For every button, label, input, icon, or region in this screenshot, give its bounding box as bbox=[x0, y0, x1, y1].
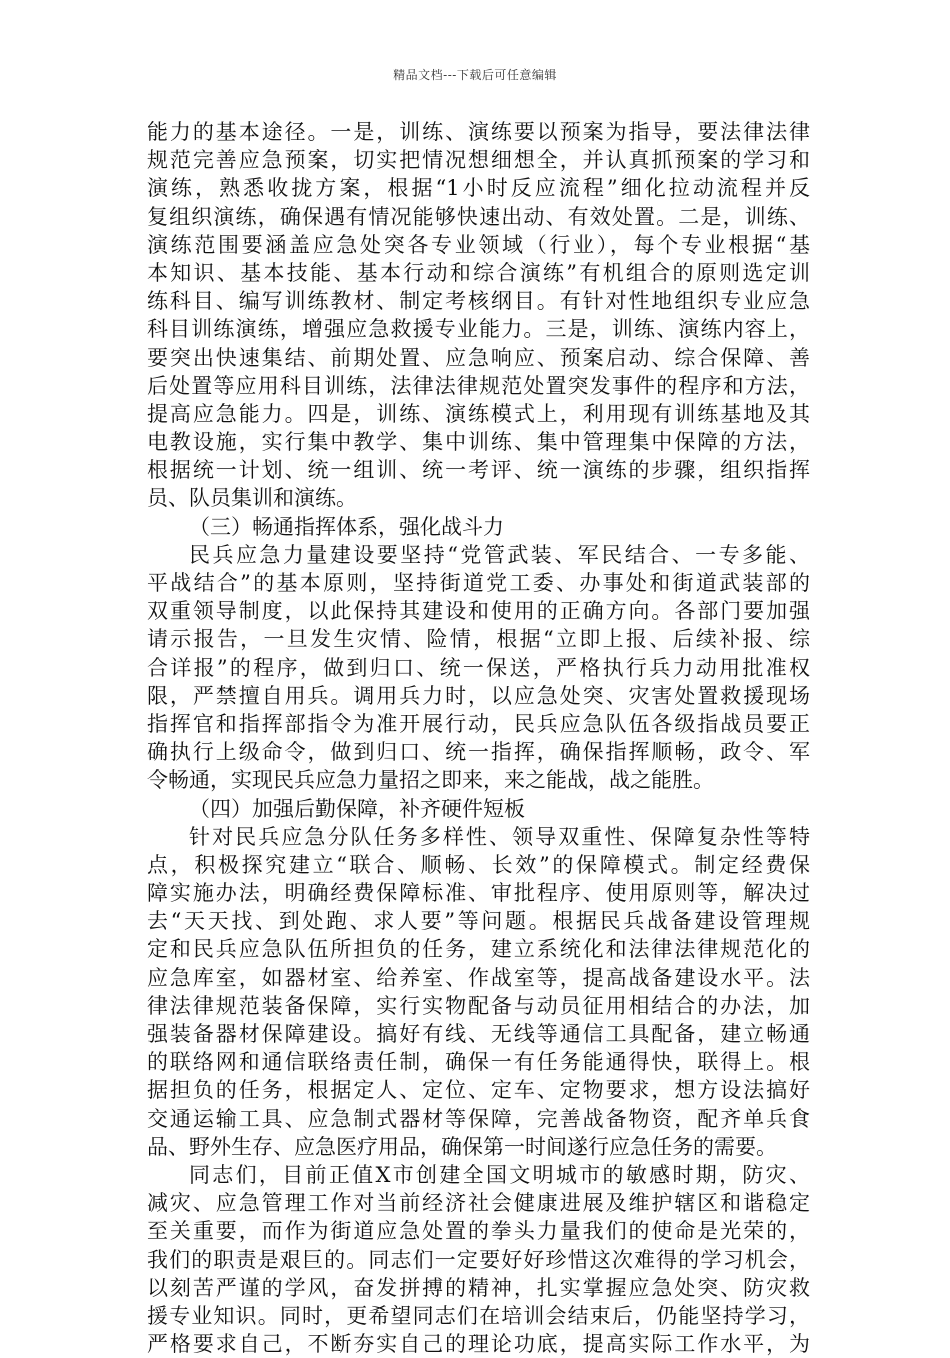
paragraph bbox=[147, 1161, 810, 1358]
text-line: 确执行上级命令，做到归口、统一指挥，确保指挥顺畅，政令、军 bbox=[147, 740, 810, 765]
text-line: 能力的基本途径。一是，训练、演练要以预案为指导，要法律法律 bbox=[147, 120, 810, 144]
text-line: 交通运输工具、应急制式器材等保障，完善战备物资，配齐单兵食 bbox=[147, 1106, 810, 1131]
paragraph bbox=[147, 823, 810, 1161]
document-body bbox=[147, 118, 810, 1358]
text-line: 指挥官和指挥部指令为准开展行动，民兵应急队伍各级指战员要正 bbox=[147, 711, 810, 736]
text-line: 双重领导制度，以此保持其建设和使用的正确方向。各部门要加强 bbox=[147, 599, 810, 624]
text-line: 演练，熟悉收拢方案，根据“1小时反应流程”细化拉动流程并反 bbox=[147, 176, 810, 201]
paragraph bbox=[147, 118, 810, 513]
text-line: 后处置等应用科目训练，法律法律规范处置突发事件的程序和方法， bbox=[147, 373, 810, 398]
text-line: 针对民兵应急分队任务多样性、领导双重性、保障复杂性等特 bbox=[189, 824, 810, 849]
text-line: 应急库室，如器材室、给养室、作战室等，提高战备建设水平。法 bbox=[147, 965, 810, 990]
text-line: 同志们，目前正值X市创建全国文明城市的敏感时期，防灾、 bbox=[189, 1162, 810, 1187]
text-line: 要突出快速集结、前期处置、应急响应、预案启动、综合保障、善 bbox=[147, 345, 810, 370]
text-line: 平战结合”的基本原则，坚持街道党工委、办事处和街道武装部的 bbox=[147, 571, 810, 595]
text-line: 律法律规范装备保障，实行实物配备与动员征用相结合的办法，加 bbox=[147, 993, 810, 1018]
text-line: 令畅通，实现民兵应急力量招之即来，来之能战，战之能胜。 bbox=[147, 768, 714, 793]
text-line: 员、队员集训和演练。 bbox=[147, 486, 357, 511]
text-line: 民兵应急力量建设要坚持“党管武装、军民结合、一专多能、 bbox=[189, 542, 810, 567]
heading-line: （四）加强后勤保障，补齐硬件短板 bbox=[189, 796, 525, 821]
text-line: 障实施办法，明确经费保障标准、审批程序、使用原则等，解决过 bbox=[147, 881, 810, 906]
text-line: 练科目、编写训练教材、制定考核纲目。有针对性地组织专业应急 bbox=[147, 289, 810, 314]
section-heading bbox=[147, 513, 810, 541]
text-line: 减灾、应急管理工作对当前经济社会健康进展及维护辖区和谐稳定 bbox=[147, 1191, 810, 1216]
text-line: 以刻苦严谨的学风，奋发拼搏的精神，扎实掌握应急处突、防灾救 bbox=[147, 1275, 810, 1300]
text-line: 根据统一计划、统一组训、统一考评、统一演练的步骤，组织指挥 bbox=[147, 458, 810, 483]
section-heading bbox=[147, 795, 810, 823]
text-line: 我们的职责是艰巨的。同志们一定要好好珍惜这次难得的学习机会， bbox=[147, 1247, 810, 1272]
text-line: 本知识、基本技能、基本行动和综合演练”有机组合的原则选定训 bbox=[147, 260, 810, 285]
text-line: 去“天天找、到处跑、求人要”等问题。根据民兵战备建设管理规 bbox=[147, 909, 810, 934]
text-line: 电教设施，实行集中教学、集中训练、集中管理集中保障的方法， bbox=[147, 430, 810, 455]
text-line: 演练范围要涵盖应急处突各专业领域（行业），每个专业根据“基 bbox=[147, 232, 810, 257]
text-line: 的联络网和通信联络责任制，确保一有任务能通得快，联得上。根 bbox=[147, 1050, 810, 1075]
document-header: 精品文档---下载后可任意编辑 bbox=[393, 68, 557, 82]
text-line: 定和民兵应急队伍所担负的任务，建立系统化和法律法律规范化的 bbox=[147, 937, 810, 962]
text-line: 复组织演练，确保遇有情况能够快速出动、有效处置。二是，训练、 bbox=[147, 204, 810, 229]
text-line: 请示报告，一旦发生灾情、险情，根据“立即上报、后续补报、综 bbox=[147, 627, 810, 652]
text-line: 至关重要，而作为街道应急处置的拳头力量我们的使命是光荣的， bbox=[147, 1219, 810, 1244]
text-line: 品、野外生存、应急医疗用品，确保第一时间遂行应急任务的需要。 bbox=[147, 1134, 777, 1159]
text-line: 合详报”的程序，做到归口、统一保送，严格执行兵力动用批准权 bbox=[147, 655, 810, 680]
text-line: 点，积极探究建立“联合、顺畅、长效”的保障模式。制定经费保 bbox=[147, 852, 810, 877]
text-line: 严格要求自己，不断夯实自己的理论功底，提高实际工作水平，为 bbox=[147, 1332, 810, 1357]
heading-line: （三）畅通指挥体系，强化战斗力 bbox=[189, 514, 504, 539]
text-line: 据担负的任务，根据定人、定位、定车、定物要求，想方设法搞好 bbox=[147, 1078, 810, 1103]
text-line: 规范完善应急预案，切实把情况想细想全，并认真抓预案的学习和 bbox=[147, 148, 810, 173]
text-line: 科目训练演练，增强应急救援专业能力。三是，训练、演练内容上， bbox=[147, 317, 810, 342]
text-line: 限，严禁擅自用兵。调用兵力时，以应急处突、灾害处置救援现场 bbox=[147, 683, 810, 708]
text-line: 提高应急能力。四是，训练、演练模式上，利用现有训练基地及其 bbox=[147, 401, 810, 426]
text-line: 强装备器材保障建设。搞好有线、无线等通信工具配备，建立畅通 bbox=[147, 1022, 810, 1046]
text-line: 援专业知识。同时，更希望同志们在培训会结束后，仍能坚持学习， bbox=[147, 1303, 810, 1328]
paragraph bbox=[147, 541, 810, 795]
